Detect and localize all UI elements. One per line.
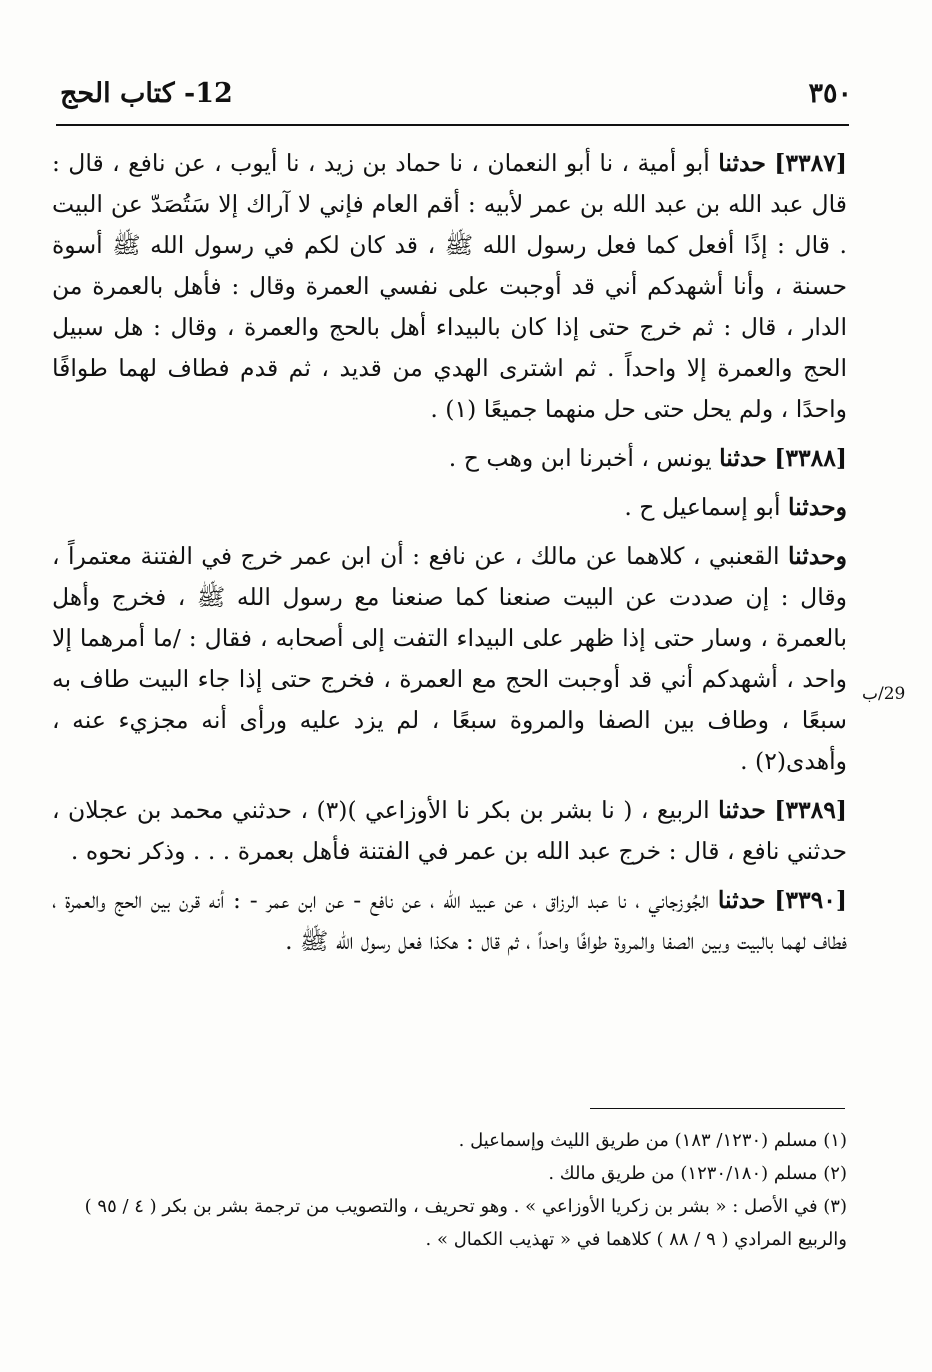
- hadith-text: الجُوزجاني ، نا عبد الرزاق ، عن عبيد الله ، عن نافع - عن ابن عمر - : أنه قرن بين الحج والعمرة ، فطاف لهما بالبيت وبين الصفا والمروة طوافًا واحداً ، ثم قال : هكذا فعل رسول الله ﷺ .: [52, 886, 847, 955]
- footnotes: [40, 1124, 847, 1256]
- hadith-number: [٣٣٩٠]: [774, 886, 847, 914]
- hadith-text: أبو أمية ، نا أبو النعمان ، نا حماد بن زيد ، نا أيوب ، عن نافع ، قال : قال عبد الله بن عبد الله بن عمر لأبيه : أقم العام فإني لا آراك إلا سَتُصَدّ عن البيت . قال : إذًا أفعل كما فعل رسول الله ﷺ ، قد كان لكم في رسول الله ﷺ أسوة حسنة ، وأنا أشهدكم أني قد أوجبت على نفسي العمرة وقال : فأهل بالعمرة من الدار ، قال : ثم خرج حتى إذا كان بالبيداء أهل بالحج والعمرة ، وقال : هل سبيل الحج والعمرة إلا واحداً . ثم اشترى الهدي من قديد ، ثم قدم فطاف لهما طوافًا واحدًا ، ولم يحل حتى حل منهما جميعًا (١) .: [52, 149, 847, 423]
- header-divider: [56, 124, 849, 126]
- hadith-lead-word: حدثنا: [717, 886, 766, 914]
- hadith-number: [٣٣٨٨]: [774, 444, 847, 472]
- footnote: (٢) مسلم (١٢٣٠/١٨٠) من طريق مالك .: [548, 1163, 847, 1184]
- hadith-text: يونس ، أخبرنا ابن وهب ح .: [448, 444, 712, 472]
- hadith-paragraph: [52, 143, 847, 430]
- hadith-lead-word: حدثنا: [718, 149, 766, 177]
- hadith-paragraph: [52, 790, 847, 872]
- manuscript-folio-note: 29/ب: [862, 684, 906, 704]
- hadith-paragraph: [52, 487, 847, 528]
- hadith-number: [٣٣٨٩]: [774, 796, 847, 824]
- hadith-paragraph: [52, 438, 847, 479]
- hadith-lead-word: وحدثنا: [787, 542, 847, 570]
- footnote: (١) مسلم (١٢٣٠/ ١٨٣) من طريق الليث وإسماعيل .: [458, 1130, 847, 1151]
- footnote-divider: [590, 1108, 845, 1109]
- running-header-title: 12- كتاب الحج: [60, 78, 233, 109]
- hadith-number: [٣٣٨٧]: [774, 149, 847, 177]
- hadith-paragraph: [52, 880, 847, 962]
- hadith-lead-word: حدثنا: [718, 796, 766, 824]
- hadith-text: القعنبي ، كلاهما عن مالك ، عن نافع : أن ابن عمر خرج في الفتنة معتمراً ، وقال : إن صددت عن البيت صنعنا كما صنعنا مع رسول الله ﷺ ، فخرج وأهل بالعمرة ، وسار حتى إذا ظهر على البيداء التفت إلى أصحابه ، فقال : /ما أمرهما إلا واحد ، أشهدكم أني قد أوجبت الحج مع العمرة ، فخرج حتى إذا جاء البيت طاف به سبعًا ، وطاف بين الصفا والمروة سبعًا ، لم يزد عليه ورأى أنه مجزيء عنه ، وأهدى(٢) .: [52, 542, 847, 775]
- page-number: ٣٥٠: [808, 78, 852, 109]
- hadith-lead-word: حدثنا: [719, 444, 767, 472]
- hadith-text: أبو إسماعيل ح .: [624, 493, 781, 521]
- main-text: [52, 143, 847, 962]
- hadith-lead-word: وحدثنا: [787, 493, 847, 521]
- footnote: (٣) في الأصل : « بشر بن زكريا الأوزاعي » . وهو تحريف ، والتصويب من ترجمة بشر بن بكر ( ٤ / ٩٥ ) والربيع المرادي ( ٩ / ٨٨ ) كلاهما في « تهذيب الكمال » .: [84, 1196, 847, 1250]
- hadith-text: الربيع ، ( نا بشر بن بكر نا الأوزاعي )(٣) ، حدثني محمد بن عجلان ، حدثني نافع ، قال : خرج عبد الله بن عمر في الفتنة فأهل بعمرة . . . وذكر نحوه .: [52, 796, 847, 865]
- hadith-paragraph: [52, 536, 847, 782]
